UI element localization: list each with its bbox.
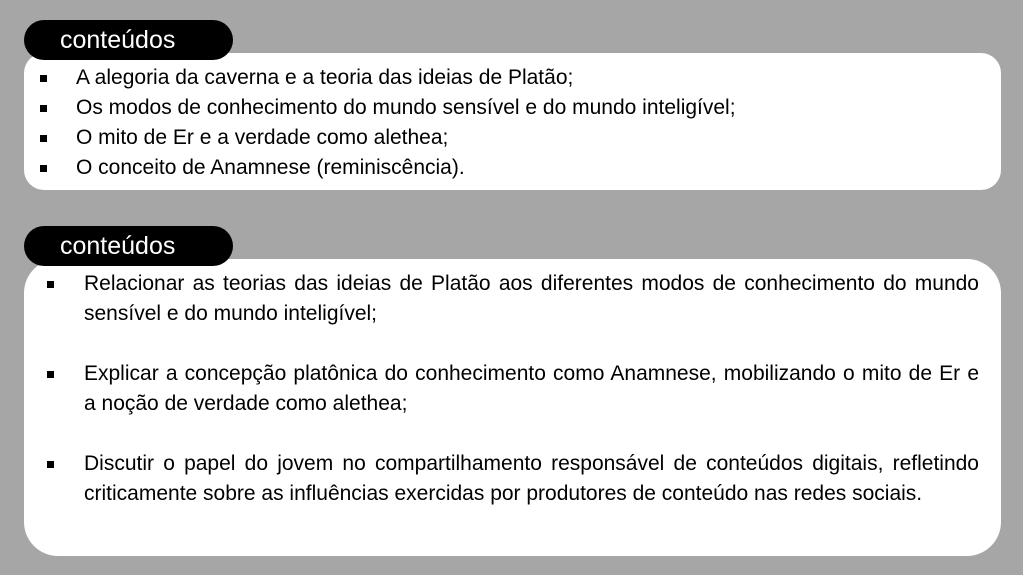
list-item	[24, 449, 1001, 509]
section-tab-label: conteúdos	[24, 20, 233, 60]
square-bullet-icon	[47, 461, 54, 468]
list-item-text: Os modos de conhecimento do mundo sensível e do mundo inteligível;	[76, 96, 736, 119]
contents-panel	[24, 53, 1001, 190]
list-item	[24, 123, 736, 153]
list-item-text: Explicar a concepção platônica do conhecimento como Anamnese, mobilizando o mito de Er e a noção de verdade como alethea;	[84, 362, 979, 415]
list-item	[24, 93, 736, 123]
square-bullet-icon	[40, 75, 47, 82]
list-item	[24, 359, 1001, 419]
square-bullet-icon	[47, 371, 54, 378]
list-item	[24, 153, 736, 183]
section-tab-label: conteúdos	[24, 226, 233, 266]
square-bullet-icon	[40, 105, 47, 112]
objectives-panel	[24, 259, 1001, 556]
square-bullet-icon	[40, 135, 47, 142]
square-bullet-icon	[40, 165, 47, 172]
list-item	[24, 63, 736, 93]
list-item-text: O mito de Er e a verdade como alethea;	[76, 126, 449, 149]
list-item-text: A alegoria da caverna e a teoria das ideias de Platão;	[76, 66, 574, 89]
list-item-text: Discutir o papel do jovem no compartilhamento responsável de conteúdos digitais, refletindo criticamente sobre as influências exercidas por produtores de conteúdo nas redes sociais.	[84, 452, 979, 505]
list-item	[24, 269, 1001, 329]
objectives-list	[24, 269, 1001, 539]
contents-list	[24, 63, 736, 183]
list-item-text: Relacionar as teorias das ideias de Platão aos diferentes modos de conhecimento do mundo sensível e do mundo inteligível;	[84, 272, 979, 325]
list-item-text: O conceito de Anamnese (reminiscência).	[76, 156, 465, 179]
square-bullet-icon	[47, 281, 54, 288]
